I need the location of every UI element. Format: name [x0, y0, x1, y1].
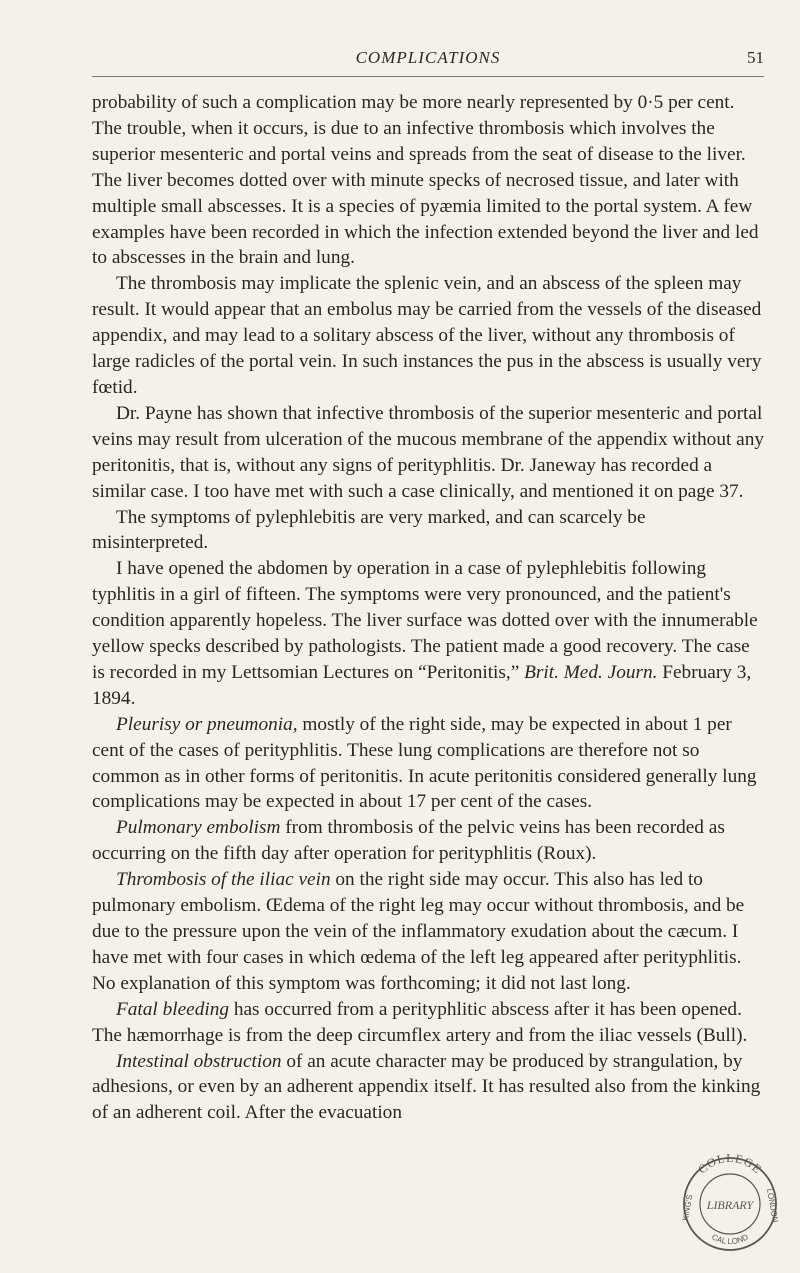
paragraph — [92, 401, 764, 505]
paragraph — [92, 867, 764, 997]
paragraph-text: has occurred from a perityphlitic abscess after it has been opened. The hæmorrhage is from the deep circumflex artery and from the iliac vessels (Bull). — [92, 998, 748, 1046]
paragraph-text: mostly of the right side, may be expected in about 1 per cent of the cases of perityphlitis. These lung complications are therefore not so common as in other forms of peritonitis. In acute peritonitis considered generally lung complications may be expected in about 17 per cent of the cases. — [92, 713, 757, 813]
paragraph-lead: Intestinal obstruction — [116, 1050, 282, 1072]
paragraph-text: of an acute character may be produced by strangulation, by adhesions, or even by an adherent appendix itself. It has resulted also from the kinking of an adherent coil. After the evacuation — [92, 1050, 761, 1124]
header-rule — [92, 76, 764, 77]
paragraph — [92, 556, 764, 711]
paragraph-text: probability of such a complication may be more nearly represented by 0·5 per cent. The trouble, when it occurs, is due to an infective thrombosis which involves the superior mesenteric and portal veins and spreads from the seat of disease to the liver. The liver becomes dotted over with minute specks of necrosed tissue, and later with multiple small abscesses. It is a species of pyæmia limited to the portal system. A few examples have been recorded in which the infection extended beyond the liver and led to abscesses in the brain and lung. — [92, 92, 759, 269]
stamp-bottom-text: CAL LOND — [710, 1232, 750, 1247]
paragraph-lead: Pleurisy or pneumonia, — [116, 713, 298, 735]
paragraph-text: I have opened the abdomen by operation in a case of pylephlebitis following typhlitis in a girl of fifteen. The symptoms were very pronounced, and the patient's condition apparently hopeless. The liver surface was dotted over with the innumerable yellow specks described by pathologists. The patient made a good recovery. The case is recorded in my Lettsomian Lectures on “Peritonitis,” — [92, 558, 758, 683]
journal-citation: Brit. Med. Journ. — [524, 661, 658, 683]
library-stamp-graphic — [678, 1140, 780, 1264]
stamp-top-text: COLLEGE — [695, 1150, 765, 1177]
paragraph — [92, 90, 764, 271]
stamp-middle-text: LIBRARY — [706, 1198, 754, 1212]
paragraph — [92, 712, 764, 816]
page-number: 51 — [747, 48, 764, 67]
paragraph-lead: Fatal bleeding — [116, 998, 229, 1020]
running-head: COMPLICATIONS — [355, 48, 501, 67]
svg-text:COLLEGE — [695, 1151, 765, 1177]
paragraph — [92, 505, 764, 557]
stamp-left-text: KING'S — [680, 1193, 695, 1222]
paragraph — [92, 271, 764, 401]
library-stamp — [678, 1140, 780, 1264]
body-text — [92, 90, 764, 1126]
paragraph — [92, 1049, 764, 1127]
paragraph-text: The thrombosis may implicate the splenic vein, and an abscess of the spleen may result. It would appear that an embolus may be carried from the vessels of the diseased appendix, and may lead to a solitary abscess of the liver, without any thrombosis of large radicles of the portal vein. In such instances the pus in the abscess is usually very fœtid. — [92, 273, 762, 398]
paragraph-text: from thrombosis of the pelvic veins has been recorded as occurring on the fifth day after operation for perityphlitis (Roux). — [92, 817, 725, 865]
paragraph-text: The symptoms of pylephlebitis are very marked, and can scarcely be misinterpreted. — [92, 506, 646, 554]
paragraph — [92, 815, 764, 867]
paragraph-lead: Pulmonary embolism — [116, 817, 281, 839]
citation-date: February 3, 1894. — [92, 661, 752, 709]
paragraph — [92, 997, 764, 1049]
stamp-right-text: LONDON — [765, 1187, 780, 1224]
page-header — [92, 48, 764, 80]
paragraph-text: Dr. Payne has shown that infective thrombosis of the superior mesenteric and portal veins may result from ulceration of the mucous membrane of the appendix without any peritonitis, that is, without any signs of perityphlitis. Dr. Janeway has recorded a similar case. I too have met with such a case clinically, and mentioned it on page 37. — [92, 402, 764, 502]
paragraph-text: on the right side may occur. This also has led to pulmonary embolism. Œdema of the right leg may occur without thrombosis, and be due to the pressure upon the vein of the inflammatory exudation about the cæcum. I have met with four cases in which œdema of the left leg appeared after perityphlitis. No explanation of this symptom was forthcoming; it did not last long. — [92, 869, 745, 994]
paragraph-lead: Thrombosis of the iliac vein — [116, 869, 331, 891]
